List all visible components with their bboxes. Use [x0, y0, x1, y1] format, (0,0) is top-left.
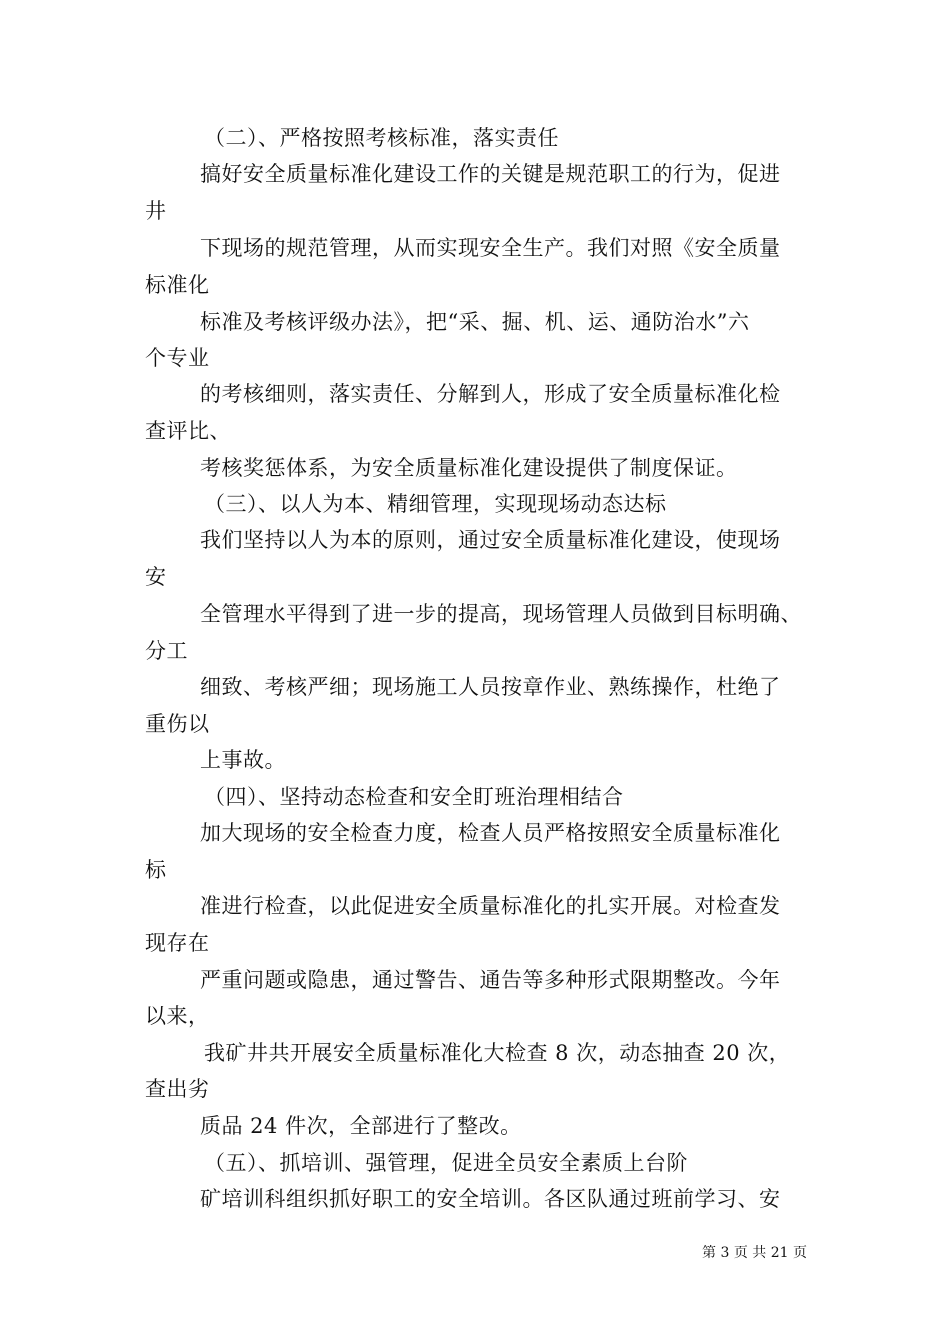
paragraph-line: 的考核细则，落实责任、分解到人，形成了安全质量标准化检 — [200, 382, 781, 406]
paragraph-line: 标 — [145, 858, 167, 882]
paragraph-line: 加大现场的安全检查力度，检查人员严格按照安全质量标准化 — [200, 821, 781, 845]
paragraph-line: 我矿井共开展安全质量标准化大检查 8 次，动态抽查 20 次， — [204, 1041, 791, 1065]
section-heading-5: （五）、抓培训、强管理，促进全员安全素质上台阶 — [204, 1151, 688, 1175]
paragraph-line: 分工 — [145, 639, 188, 663]
paragraph-line: 标准及考核评级办法》，把“采、掘、机、运、通防治水”六 — [200, 310, 750, 334]
paragraph-line: 我们坚持以人为本的原则，通过安全质量标准化建设，使现场 — [200, 528, 781, 552]
paragraph-line: 严重问题或隐患，通过警告、通告等多种形式限期整改。今年 — [200, 968, 781, 992]
paragraph-line: 个专业 — [145, 346, 210, 370]
paragraph-line: 准进行检查，以此促进安全质量标准化的扎实开展。对检查发 — [200, 894, 781, 918]
paragraph-line: 上事故。 — [200, 748, 286, 772]
paragraph-line: 现存在 — [145, 931, 210, 955]
paragraph-line: 标准化 — [145, 273, 210, 297]
paragraph-line: 考核奖惩体系，为安全质量标准化建设提供了制度保证。 — [200, 456, 738, 480]
paragraph-line: 查评比、 — [145, 419, 231, 443]
paragraph-line: 全管理水平得到了进一步的提高，现场管理人员做到目标明确、 — [200, 602, 802, 626]
paragraph-line: 井 — [145, 199, 167, 223]
paragraph-line: 质品 24 件次，全部进行了整改。 — [200, 1114, 522, 1138]
page-number-footer: 第 3 页 共 21 页 — [702, 1245, 807, 1261]
paragraph-line: 重伤以 — [145, 712, 210, 736]
section-heading-3: （三）、以人为本、精细管理，实现现场动态达标 — [204, 492, 667, 516]
paragraph-line: 以来， — [145, 1004, 210, 1028]
paragraph-line: 矿培训科组织抓好职工的安全培训。各区队通过班前学习、安 — [200, 1187, 781, 1211]
paragraph-line: 下现场的规范管理，从而实现安全生产。我们对照《安全质量 — [200, 236, 781, 260]
section-heading-4: （四）、坚持动态检查和安全盯班治理相结合 — [204, 785, 624, 809]
paragraph-line: 查出劣 — [145, 1077, 210, 1101]
paragraph-line: 安 — [145, 565, 167, 589]
paragraph-line: 细致、考核严细；现场施工人员按章作业、熟练操作，杜绝了 — [200, 675, 781, 699]
section-heading-2: （二）、严格按照考核标准，落实责任 — [204, 126, 559, 150]
paragraph-line: 搞好安全质量标准化建设工作的关键是规范职工的行为，促进 — [200, 162, 781, 186]
